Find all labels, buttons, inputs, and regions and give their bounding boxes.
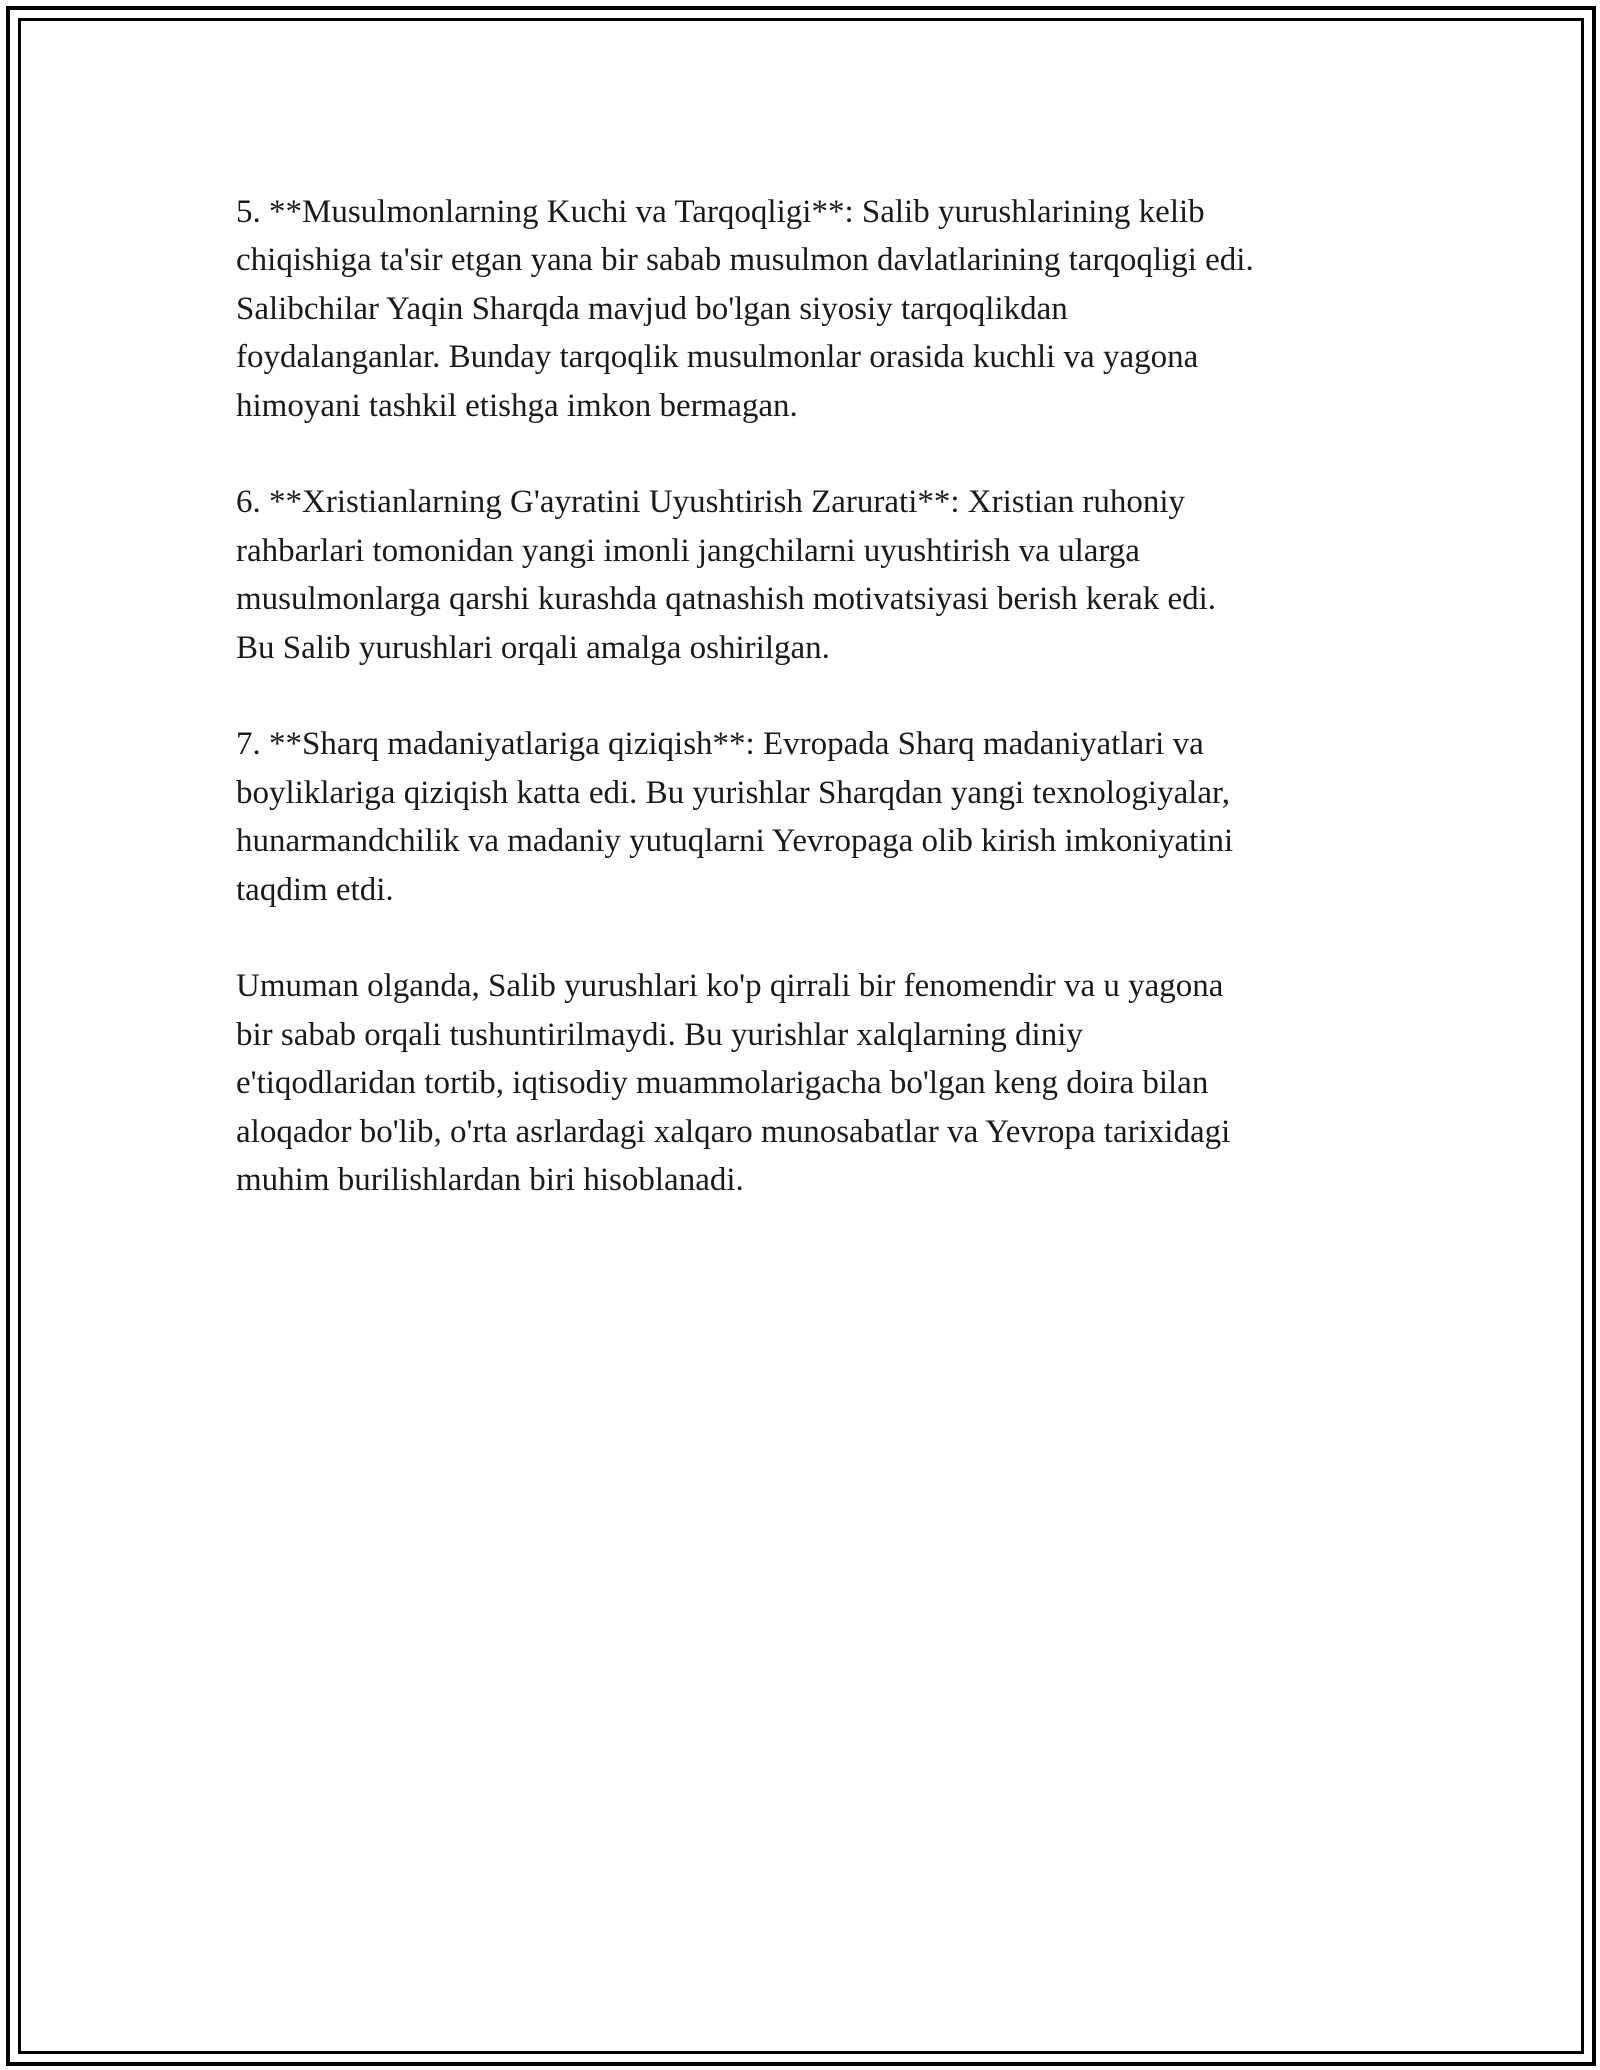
text-line: rahbarlari tomonidan yangi imonli jangchilarni uyushtirish va ularga: [236, 532, 1140, 569]
text-line: e'tiqodlaridan tortib, iqtisodiy muammolarigacha bo'lgan keng doira bilan: [236, 1065, 1209, 1102]
paragraph-conclusion: [236, 962, 1376, 1204]
text-line: Bu Salib yurushlari orqali amalga oshirilgan.: [236, 629, 830, 666]
text-line: taqdim etdi.: [236, 871, 394, 908]
document-body: [236, 188, 1376, 1253]
text-line: chiqishiga ta'sir etgan yana bir sabab musulmon davlatlarining tarqoqligi edi.: [236, 242, 1254, 279]
text-line: Umuman olganda, Salib yurushlari ko'p qirrali bir fenomendir va u yagona: [236, 968, 1224, 1005]
text-line: 6. **Xristianlarning G'ayratini Uyushtirish Zarurati**: Xristian ruhoniy: [236, 484, 1186, 521]
paragraph-christian-zeal: [236, 478, 1376, 672]
text-line: 5. **Musulmonlarning Kuchi va Tarqoqligi**: Salib yurushlarining kelib: [236, 194, 1205, 230]
text-line: 7. **Sharq madaniyatlariga qiziqish**: Evropada Sharq madaniyatlari va: [236, 726, 1204, 763]
text-line: Salibchilar Yaqin Sharqda mavjud bo'lgan siyosiy tarqoqlikdan: [236, 290, 1068, 327]
paragraph-muslim-division: [236, 188, 1376, 430]
text-line: bir sabab orqali tushuntirilmaydi. Bu yurishlar xalqlarning diniy: [236, 1016, 1083, 1053]
paragraph-eastern-cultures: [236, 720, 1376, 914]
text-line: himoyani tashkil etishga imkon bermagan.: [236, 387, 798, 424]
text-line: foydalanganlar. Bunday tarqoqlik musulmonlar orasida kuchli va yagona: [236, 339, 1199, 376]
text-line: boyliklariga qiziqish katta edi. Bu yurishlar Sharqdan yangi texnologiyalar,: [236, 774, 1230, 811]
text-line: muhim burilishlardan biri hisoblanadi.: [236, 1162, 744, 1199]
text-line: aloqador bo'lib, o'rta asrlardagi xalqaro munosabatlar va Yevropa tarixidagi: [236, 1113, 1231, 1150]
text-line: musulmonlarga qarshi kurashda qatnashish motivatsiyasi berish kerak edi.: [236, 581, 1217, 618]
text-line: hunarmandchilik va madaniy yutuqlarni Yevropaga olib kirish imkoniyatini: [236, 823, 1234, 860]
